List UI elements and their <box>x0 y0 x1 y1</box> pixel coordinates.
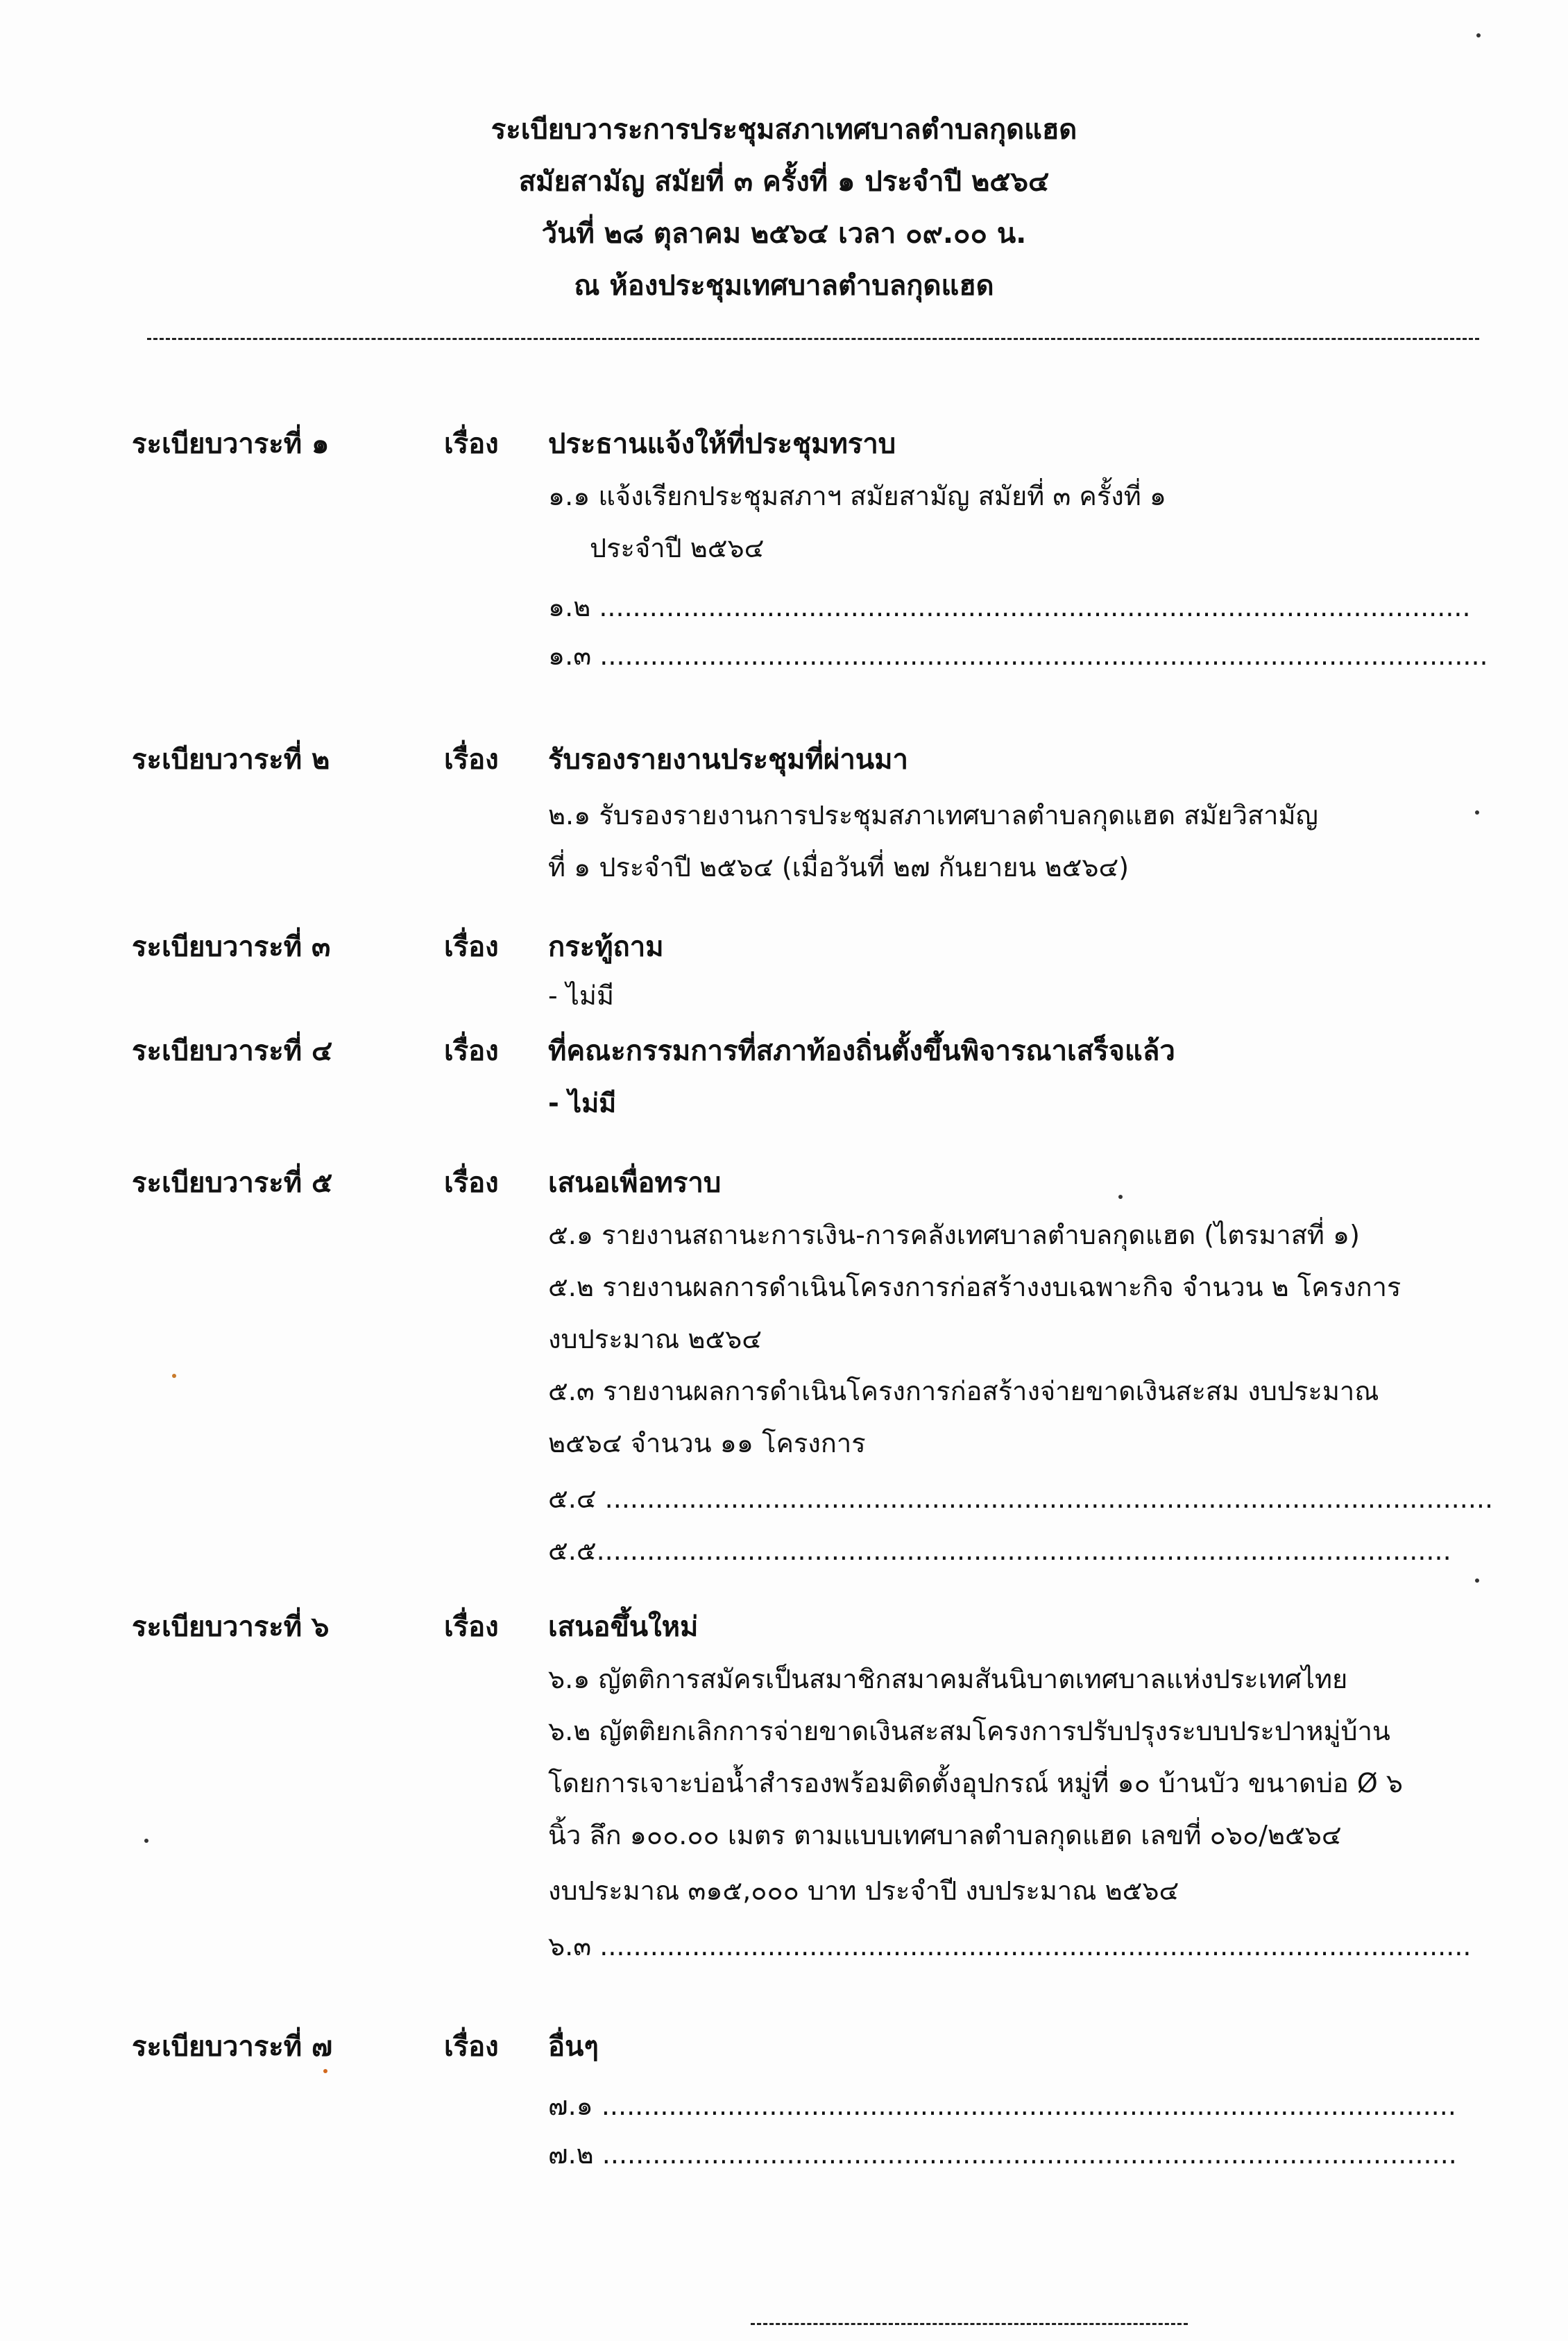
agenda-item-label: ระเบียบวาระที่ ๗ <box>132 2031 333 2063</box>
header-title: ระเบียบวาระการประชุมสภาเทศบาลตำบลกุดแฮด <box>491 114 1077 146</box>
agenda-item-subject-word: เรื่อง <box>444 1611 499 1643</box>
agenda-item-label: ระเบียบวาระที่ ๔ <box>132 1035 333 1067</box>
agenda-sub-item-blank: ๕.๕...................................................................................................... <box>548 1535 1451 1566</box>
header-date-time: วันที่ ๒๘ ตุลาคม ๒๕๖๔ เวลา ๐๙.๐๐ น. <box>541 218 1027 250</box>
agenda-header <box>0 104 1568 312</box>
scan-speck <box>172 1374 176 1378</box>
agenda-item-title: อื่นๆ <box>548 2031 599 2063</box>
agenda-item-title: กระทู้ถาม <box>548 931 664 963</box>
agenda-sub-item-blank: ๑.๓ .......................................................................................................... <box>548 640 1488 671</box>
agenda-sub-item-blank: ๑.๒ ........................................................................................................ <box>548 592 1471 622</box>
agenda-item-subject-word: เรื่อง <box>444 2031 499 2063</box>
agenda-item-title: รับรองรายงานประชุมที่ผ่านมา <box>548 744 908 776</box>
scan-speck <box>144 1839 148 1843</box>
agenda-item-title: เสนอเพื่อทราบ <box>548 1167 722 1199</box>
header-divider <box>147 338 1479 340</box>
agenda-sub-item-continuation: งบประมาณ ๒๕๖๔ <box>548 1324 762 1354</box>
agenda-item-title: ประธานแจ้งให้ที่ประชุมทราบ <box>548 428 896 460</box>
agenda-sub-item: ๕.๒ รายงานผลการดำเนินโครงการก่อสร้างงบเฉพาะกิจ จำนวน ๒ โครงการ <box>548 1272 1401 1302</box>
agenda-sub-item-continuation: โดยการเจาะบ่อน้ำสำรองพร้อมติดตั้งอุปกรณ์ หมู่ที่ ๑๐ บ้านบัว ขนาดบ่อ Ø ๖ <box>548 1768 1403 1798</box>
agenda-sub-item: ๖.๒ ญัตติยกเลิกการจ่ายขาดเงินสะสมโครงการปรับปรุงระบบประปาหมู่บ้าน <box>548 1716 1390 1746</box>
agenda-sub-item-continuation: งบประมาณ ๓๑๕,๐๐๐ บาท ประจำปี งบประมาณ ๒๕๖๔ <box>548 1875 1179 1906</box>
agenda-item-label: ระเบียบวาระที่ ๓ <box>132 931 331 963</box>
agenda-sub-item: ๑.๑ แจ้งเรียกประชุมสภาฯ สมัยสามัญ สมัยที่ ๓ ครั้งที่ ๑ <box>548 481 1167 511</box>
agenda-sub-item-continuation: ประจำปี ๒๕๖๔ <box>590 533 765 563</box>
agenda-sub-item-continuation: ที่ ๑ ประจำปี ๒๕๖๔ (เมื่อวันที่ ๒๗ กันยายน ๒๕๖๔) <box>548 852 1130 883</box>
agenda-item-subject-word: เรื่อง <box>444 428 499 460</box>
agenda-item-title: เสนอขึ้นใหม่ <box>548 1611 699 1643</box>
agenda-sub-item-blank: ๕.๔ .......................................................................................................... <box>548 1483 1494 1514</box>
agenda-item-subject-word: เรื่อง <box>444 931 499 963</box>
agenda-item-label: ระเบียบวาระที่ ๑ <box>132 428 330 460</box>
agenda-sub-item-blank: ๗.๑ ...................................................................................................... <box>548 2091 1456 2121</box>
header-session: สมัยสามัญ สมัยที่ ๓ ครั้งที่ ๑ ประจำปี ๒๕๖๔ <box>518 166 1050 198</box>
agenda-item-label: ระเบียบวาระที่ ๖ <box>132 1611 330 1643</box>
scan-speck <box>1118 1195 1123 1199</box>
header-venue: ณ ห้องประชุมเทศบาลตำบลกุดแฮด <box>574 270 994 302</box>
agenda-sub-item-continuation: ๒๕๖๔ จำนวน ๑๑ โครงการ <box>548 1428 866 1458</box>
scan-speck <box>1476 33 1481 37</box>
agenda-sub-item-blank: ๖.๓ ........................................................................................................ <box>548 1931 1472 1961</box>
agenda-sub-item: ๕.๓ รายงานผลการดำเนินโครงการก่อสร้างจ่ายขาดเงินสะสม งบประมาณ <box>548 1376 1379 1406</box>
scan-speck <box>1475 810 1479 815</box>
footer-divider <box>751 2323 1188 2325</box>
agenda-sub-item-blank: ๗.๒ ...................................................................................................... <box>548 2139 1457 2170</box>
agenda-sub-item: - ไม่มี <box>548 980 614 1011</box>
agenda-sub-item: ๕.๑ รายงานสถานะการเงิน-การคลังเทศบาลตำบลกุดแฮด (ไตรมาสที่ ๑) <box>548 1220 1360 1250</box>
agenda-sub-item: - ไม่มี <box>548 1088 617 1118</box>
agenda-item-label: ระเบียบวาระที่ ๒ <box>132 744 330 776</box>
agenda-sub-item: ๒.๑ รับรองรายงานการประชุมสภาเทศบาลตำบลกุดแฮด สมัยวิสามัญ <box>548 800 1318 831</box>
agenda-item-title: ที่คณะกรรมการที่สภาท้องถิ่นตั้งขึ้นพิจารณาเสร็จแล้ว <box>548 1035 1175 1067</box>
scan-speck <box>323 2069 327 2073</box>
agenda-item-label: ระเบียบวาระที่ ๕ <box>132 1167 333 1199</box>
agenda-sub-item: ๖.๑ ญัตติการสมัครเป็นสมาชิกสมาคมสันนิบาตเทศบาลแห่งประเทศไทย <box>548 1664 1348 1694</box>
agenda-item-subject-word: เรื่อง <box>444 1167 499 1199</box>
scan-speck <box>1475 1578 1479 1583</box>
agenda-sub-item-continuation: นิ้ว ลึก ๑๐๐.๐๐ เมตร ตามแบบเทศบาลตำบลกุดแฮด เลขที่ ๐๖๐/๒๕๖๔ <box>548 1820 1342 1850</box>
agenda-item-subject-word: เรื่อง <box>444 744 499 776</box>
agenda-item-subject-word: เรื่อง <box>444 1035 499 1067</box>
